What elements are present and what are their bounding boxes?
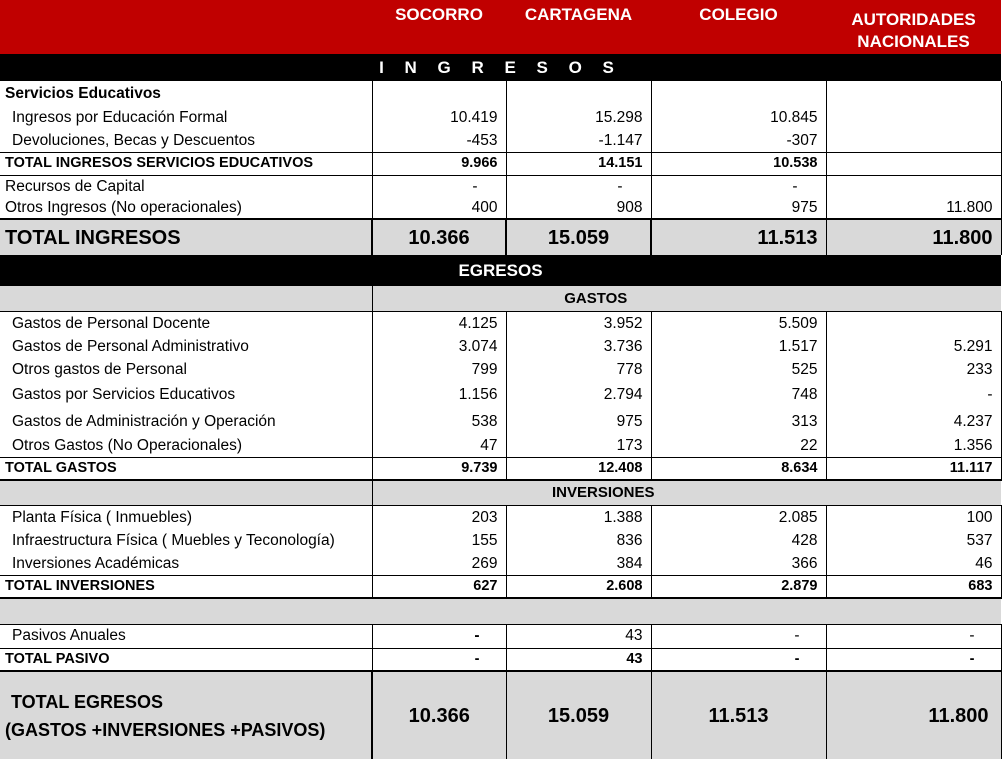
column-header-colegio: COLEGIO [651, 0, 826, 54]
group-row [0, 81, 1001, 106]
cell-value: 11.800 [826, 671, 1001, 759]
column-header-row [0, 0, 1001, 54]
cell-value: 11.513 [651, 219, 826, 255]
cell-value: 400 [372, 197, 506, 219]
cell-value: 43 [506, 624, 651, 648]
cell-value: 313 [651, 409, 826, 434]
cell-value: 538 [372, 409, 506, 434]
cell-value: 173 [506, 434, 651, 457]
table-row [0, 434, 1001, 457]
subsection-title-inversiones: INVERSIONES [372, 480, 1001, 505]
cell-value: 627 [372, 575, 506, 598]
cell-value: - [651, 624, 826, 648]
cell-value: 269 [372, 552, 506, 575]
row-label: TOTAL GASTOS [5, 460, 117, 476]
table-row [0, 358, 1001, 381]
total-egresos-label-line2: (GASTOS +INVERSIONES +PASIVOS) [5, 719, 326, 740]
row-label: Infraestructura Física ( Muebles y Teconología) [12, 531, 335, 549]
table-row [0, 106, 1001, 129]
cell-value: 1.517 [651, 335, 826, 358]
section-bar-ingresos [0, 54, 1001, 81]
column-header-cartagena: CARTAGENA [506, 0, 651, 54]
cell-value: 366 [651, 552, 826, 575]
cell-value: 203 [372, 505, 506, 529]
table-row [0, 624, 1001, 648]
cell-value: 10.366 [372, 671, 506, 759]
cell-value: 11.513 [651, 671, 826, 759]
cell-value [826, 311, 1001, 335]
cell-value: 155 [372, 529, 506, 552]
cell-value: 537 [826, 529, 1001, 552]
cell-value: 836 [506, 529, 651, 552]
cell-value: 2.608 [506, 575, 651, 598]
total-row-pasivo [0, 648, 1001, 671]
row-label: Devoluciones, Becas y Descuentos [12, 131, 255, 149]
cell-value: 12.408 [506, 457, 651, 480]
table-row [0, 129, 1001, 152]
cell-value: - [372, 648, 506, 671]
cell-value: 8.634 [651, 457, 826, 480]
cell-value: 15.298 [506, 106, 651, 129]
row-label: TOTAL INGRESOS [0, 219, 372, 255]
cell-value: 9.966 [372, 152, 506, 175]
cell-value: 11.117 [826, 457, 1001, 480]
cell-value: 799 [372, 358, 506, 381]
cell-value: - [372, 175, 506, 197]
cell-value: - [826, 381, 1001, 409]
total-row-gastos [0, 457, 1001, 480]
cell-value: -1.147 [506, 129, 651, 152]
cell-value: 975 [506, 409, 651, 434]
row-label: Gastos de Personal Docente [12, 314, 211, 332]
cell-value: 14.151 [506, 152, 651, 175]
row-label: Recursos de Capital [5, 177, 145, 195]
cell-value: 683 [826, 575, 1001, 598]
row-label: Gastos de Personal Administrativo [12, 337, 249, 355]
cell-value: 384 [506, 552, 651, 575]
cell-value: 10.845 [651, 106, 826, 129]
row-label: Pasivos Anuales [12, 627, 126, 645]
cell-value: 975 [651, 197, 826, 219]
table-row [0, 381, 1001, 409]
cell-value [826, 175, 1001, 197]
cell-value: 233 [826, 358, 1001, 381]
section-bar-egresos [0, 255, 1001, 286]
row-label: TOTAL INGRESOS SERVICIOS EDUCATIVOS [5, 155, 314, 172]
cell-value: 3.952 [506, 311, 651, 335]
grey-spacer [0, 286, 372, 311]
table-row [0, 552, 1001, 575]
group-label-servicios: Servicios Educativos [5, 84, 161, 102]
table-row [0, 505, 1001, 529]
cell-value: 428 [651, 529, 826, 552]
cell-value: 1.156 [372, 381, 506, 409]
cell-value: 22 [651, 434, 826, 457]
table-row [0, 175, 1001, 197]
cell-value: 11.800 [826, 197, 1001, 219]
cell-value: - [372, 624, 506, 648]
cell-value: 15.059 [506, 671, 651, 759]
row-label: Otros gastos de Personal [12, 360, 187, 378]
cell-value: -453 [372, 129, 506, 152]
cell-value [826, 106, 1001, 129]
total-row-ingresos [0, 219, 1001, 255]
cell-value: 5.509 [651, 311, 826, 335]
cell-value: 778 [506, 358, 651, 381]
row-label: Gastos de Administración y Operación [12, 412, 276, 430]
grey-spacer [0, 598, 1001, 624]
cell-value: 100 [826, 505, 1001, 529]
total-row-egresos [0, 671, 1001, 759]
cell-value [826, 129, 1001, 152]
subsection-title-gastos: GASTOS [372, 286, 1001, 311]
grey-spacer [0, 480, 372, 505]
cell-value: -307 [651, 129, 826, 152]
cell-value [826, 152, 1001, 175]
cell-value: 1.356 [826, 434, 1001, 457]
cell-value: 2.085 [651, 505, 826, 529]
cell-value: 908 [506, 197, 651, 219]
table-row [0, 197, 1001, 219]
cell-value: 46 [826, 552, 1001, 575]
total-row-inversiones [0, 575, 1001, 598]
cell-value: 47 [372, 434, 506, 457]
row-label: Gastos por Servicios Educativos [12, 386, 236, 404]
table-row [0, 335, 1001, 358]
cell-value: 2.794 [506, 381, 651, 409]
cell-value: 2.879 [651, 575, 826, 598]
total-egresos-label [0, 671, 372, 759]
row-label: Planta Física ( Inmuebles) [12, 508, 193, 526]
cell-value: 1.388 [506, 505, 651, 529]
cell-value: 4.125 [372, 311, 506, 335]
row-label: Ingresos por Educación Formal [12, 108, 228, 126]
cell-value: 15.059 [506, 219, 651, 255]
cell-value: - [506, 175, 651, 197]
row-label: TOTAL INVERSIONES [5, 578, 155, 594]
subsection-row-gastos [0, 286, 1001, 311]
spacer-row [0, 598, 1001, 624]
column-header-autoridades: AUTORIDADES NACIONALES [826, 0, 1001, 54]
cell-value: - [651, 648, 826, 671]
cell-value: 3.074 [372, 335, 506, 358]
table-row [0, 409, 1001, 434]
cell-value: 4.237 [826, 409, 1001, 434]
total-row-servicios [0, 152, 1001, 175]
cell-value: 9.739 [372, 457, 506, 480]
row-label: Otros Gastos (No Operacionales) [12, 436, 243, 454]
table-row [0, 529, 1001, 552]
cell-value: 3.736 [506, 335, 651, 358]
cell-value: 748 [651, 381, 826, 409]
table-row [0, 311, 1001, 335]
header-blank [0, 0, 372, 54]
cell-value: 5.291 [826, 335, 1001, 358]
cell-value: 10.538 [651, 152, 826, 175]
section-title-ingresos: I N G R E S O S [0, 54, 1001, 81]
row-label: Otros Ingresos (No operacionales) [5, 198, 242, 216]
cell-value: 43 [506, 648, 651, 671]
cell-value: - [826, 648, 1001, 671]
cell-value: - [826, 624, 1001, 648]
cell-value: 11.800 [826, 219, 1001, 255]
column-header-socorro: SOCORRO [372, 0, 506, 54]
row-label: Inversiones Académicas [12, 554, 180, 572]
cell-value: - [651, 175, 826, 197]
cell-value: 10.419 [372, 106, 506, 129]
section-title-egresos: EGRESOS [0, 255, 1001, 286]
subsection-row-inversiones [0, 480, 1001, 505]
cell-value: 10.366 [372, 219, 506, 255]
total-egresos-label-line1: TOTAL EGRESOS [11, 691, 164, 712]
row-label: TOTAL PASIVO [5, 651, 110, 667]
cell-value: 525 [651, 358, 826, 381]
